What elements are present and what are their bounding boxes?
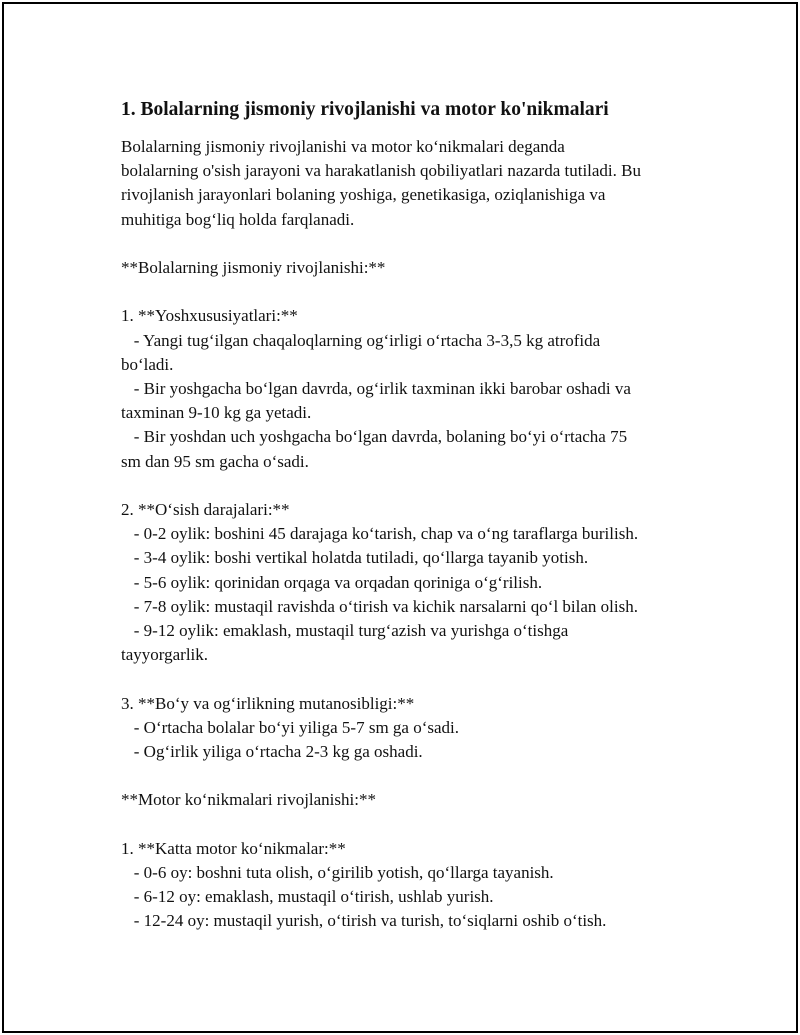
- list-item: - 0-6 oy: boshni tuta olish, o‘girilib yotish, qo‘llarga tayanish.: [121, 863, 554, 882]
- list-item: - 12-24 oy: mustaqil yurish, o‘tirish va turish, to‘siqlarni oshib o‘tish.: [121, 911, 607, 931]
- text-line: rivojlanish jarayonlari bolaning yoshiga, genetikasiga, oziqlanishiga va: [121, 185, 606, 205]
- list-item-title: 2. **O‘sish darajalari:**: [121, 500, 290, 519]
- blank-line: [121, 280, 701, 304]
- document-body: [121, 97, 701, 934]
- blank-line: [121, 474, 701, 498]
- list-item: - 9-12 oylik: emaklash, mustaqil turg‘azish va yurishga o‘tishga: [121, 621, 569, 641]
- intro-paragraph: [121, 135, 701, 934]
- blank-line: [121, 232, 701, 256]
- text-line: Bolalarning jismoniy rivojlanishi va motor ko‘nikmalari deganda: [121, 137, 565, 156]
- list-item: - 6-12 oy: emaklash, mustaqil o‘tirish, ushlab yurish.: [121, 887, 494, 907]
- list-item: bo‘ladi.: [121, 354, 174, 374]
- list-item: tayyorgarlik.: [121, 645, 209, 665]
- text-line: bolalarning o'sish jarayoni va harakatlanish qobiliyatlari nazarda tutiladi. Bu: [121, 161, 641, 181]
- blank-line: [121, 667, 701, 691]
- list-item: - 5-6 oylik: qorinidan orqaga va orqadan qoriniga o‘g‘rilish.: [121, 572, 543, 592]
- list-item: taxminan 9-10 kg ga yetadi.: [121, 403, 312, 423]
- list-item: - Bir yoshdan uch yoshgacha bo‘lgan davrda, bolaning bo‘yi o‘rtacha 75: [121, 427, 628, 447]
- list-item: - 0-2 oylik: boshini 45 darajaga ko‘tarish, chap va o‘ng taraflarga burilish.: [121, 524, 639, 544]
- blank-line: [121, 764, 701, 788]
- section-title-motor: **Motor ko‘nikmalari rivojlanishi:**: [121, 790, 376, 810]
- section-title-physical: **Bolalarning jismoniy rivojlanishi:**: [121, 258, 386, 277]
- list-item: - 3-4 oylik: boshi vertikal holatda tutiladi, qo‘llarga tayanib yotish.: [121, 548, 589, 568]
- list-item: sm dan 95 sm gacha o‘sadi.: [121, 451, 309, 471]
- list-item: - 7-8 oylik: mustaqil ravishda o‘tirish va kichik narsalarni qo‘l bilan olish.: [121, 596, 638, 616]
- list-item-title: 1. **Yoshxususiyatlari:**: [121, 306, 298, 326]
- blank-line: [121, 813, 701, 837]
- list-item: - O‘rtacha bolalar bo‘yi yiliga 5-7 sm ga o‘sadi.: [121, 717, 460, 737]
- page-frame: [2, 2, 798, 1033]
- page-title: 1. Bolalarning jismoniy rivojlanishi va motor ko'nikmalari: [121, 99, 609, 120]
- list-item-title: 3. **Bo‘y va og‘irlikning mutanosibligi:**: [121, 693, 415, 713]
- list-item-title: 1. **Katta motor ko‘nikmalar:**: [121, 838, 346, 858]
- list-item: - Og‘irlik yiliga o‘rtacha 2-3 kg ga oshadi.: [121, 742, 423, 762]
- list-item: - Yangi tug‘ilgan chaqaloqlarning og‘irligi o‘rtacha 3-3,5 kg atrofida: [121, 330, 601, 350]
- list-item: - Bir yoshgacha bo‘lgan davrda, og‘irlik taxminan ikki barobar oshadi va: [121, 379, 631, 398]
- text-line: muhitiga bog‘liq holda farqlanadi.: [121, 209, 355, 229]
